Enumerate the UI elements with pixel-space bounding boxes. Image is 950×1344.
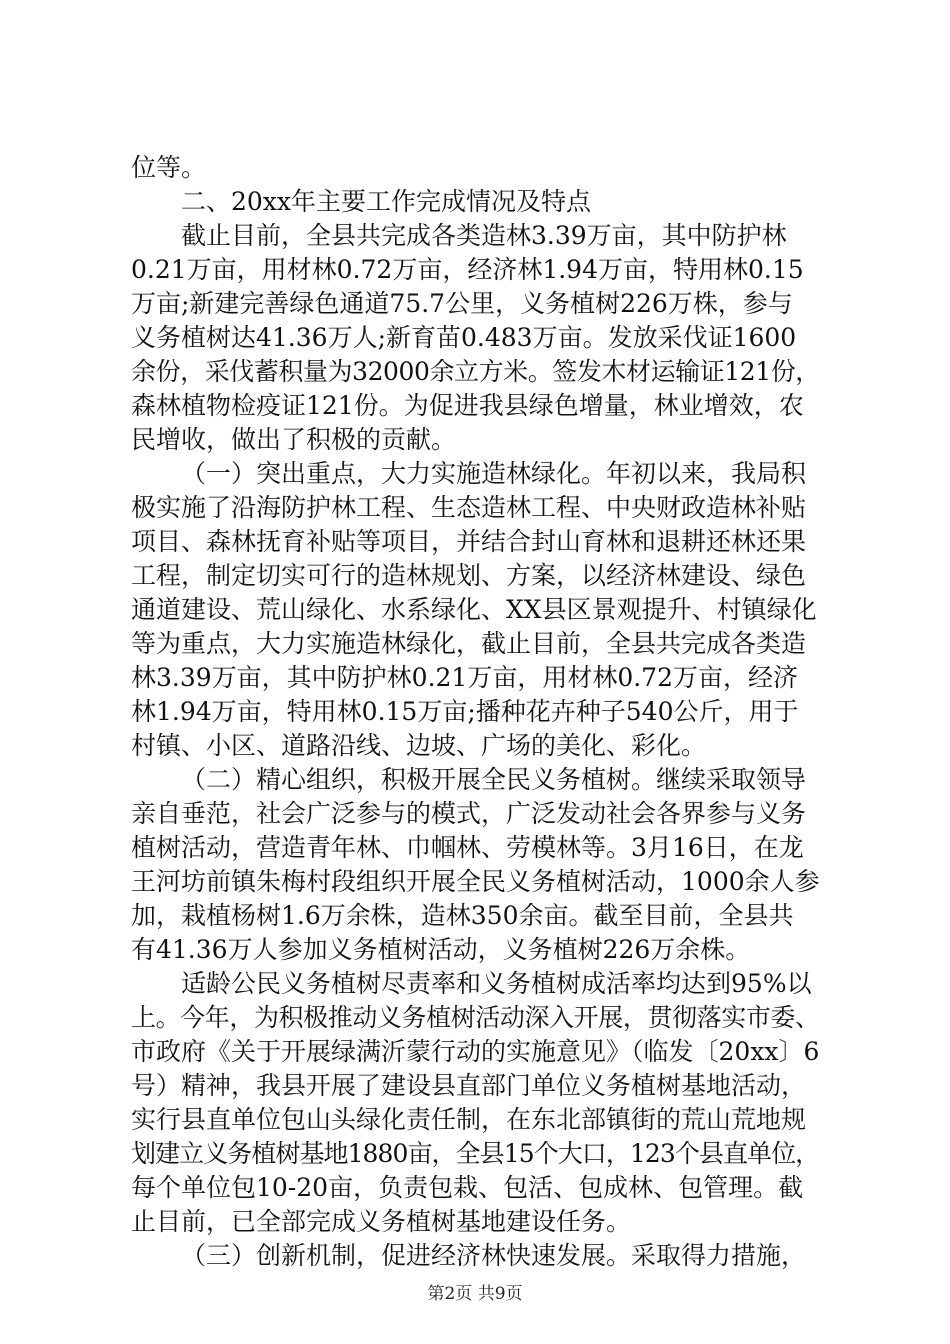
text-line: 王河坊前镇朱梅村段组织开展全民义务植树活动，1000余人参 [131,867,820,896]
text-line: 通道建设、荒山绿化、水系绿化、XX县区景观提升、村镇绿化 [131,595,817,624]
text-line: 二、20xx年主要工作完成情况及特点 [181,187,592,216]
text-line: 有41.36万人参加义务植树活动，义务植树226万余株。 [131,935,751,964]
text-line: 市政府《关于开展绿满沂蒙行动的实施意见》（临发〔20xx〕6 [131,1037,820,1066]
text-line: 项目、森林抚育补贴等项目，并结合封山育林和退耕还林还果 [131,527,807,556]
text-line: （二）精心组织，积极开展全民义务植树。继续采取领导 [181,765,807,794]
text-line: （三）创新机制，促进经济林快速发展。采取得力措施， [181,1241,807,1270]
text-line: 亲自垂范，社会广泛参与的模式，广泛发动社会各界参与义务 [131,799,807,828]
text-line: 上。今年，为积极推动义务植树活动深入开展，贯彻落实市委、 [131,1003,820,1032]
page-footer: 第2页 共9页 [427,1284,523,1304]
text-line: 村镇、小区、道路沿线、边坡、广场的美化、彩化。 [131,731,707,760]
text-line: 适龄公民义务植树尽责率和义务植树成活率均达到95%以 [181,969,812,998]
text-line: 等为重点，大力实施造林绿化，截止目前，全县共完成各类造 [131,629,807,658]
text-line: 极实施了沿海防护林工程、生态造林工程、中央财政造林补贴 [131,493,807,522]
text-line: 万亩;新建完善绿色通道75.7公里，义务植树226万株，参与 [131,289,793,318]
text-line: 森林植物检疫证121份。为促进我县绿色增量，林业增效，农 [131,391,804,420]
text-line: 加，栽植杨树1.6万余株，造林350余亩。截至目前，全县共 [131,901,794,930]
text-line: 每个单位包10-20亩，负责包栽、包活、包成林、包管理。截 [131,1173,804,1202]
text-line: 止目前，已全部完成义务植树基地建设任务。 [131,1207,632,1236]
text-line: 位等。 [131,153,207,182]
text-line: 截止目前，全县共完成各类造林3.39万亩，其中防护林 [181,221,787,250]
text-line: 民增收，做出了积极的贡献。 [131,425,457,454]
text-line: （一）突出重点，大力实施造林绿化。年初以来，我局积 [181,459,807,488]
text-line: 林1.94万亩，特用林0.15万亩;播种花卉种子540公斤，用于 [131,697,799,726]
text-line: 余份，采伐蓄积量为32000余立方米。签发木材运输证121份， [131,357,820,386]
text-line: 林3.39万亩，其中防护林0.21万亩，用材林0.72万亩，经济 [131,663,798,692]
text-line: 工程，制定切实可行的造林规划、方案，以经济林建设、绿色 [131,561,807,590]
text-line: 0.21万亩，用材林0.72万亩，经济林1.94万亩，特用林0.15 [131,255,804,284]
text-line: 义务植树达41.36万人;新育苗0.483万亩。发放采伐证1600 [131,323,797,352]
text-line: 号）精神，我县开展了建设县直部门单位义务植树基地活动， [131,1071,807,1100]
text-line: 实行县直单位包山头绿化责任制，在东北部镇街的荒山荒地规 [131,1105,807,1134]
text-line: 划建立义务植树基地1880亩，全县15个大口，123个县直单位， [131,1139,820,1168]
text-line: 植树活动，营造青年林、巾帼林、劳模林等。3月16日，在龙 [131,833,804,862]
